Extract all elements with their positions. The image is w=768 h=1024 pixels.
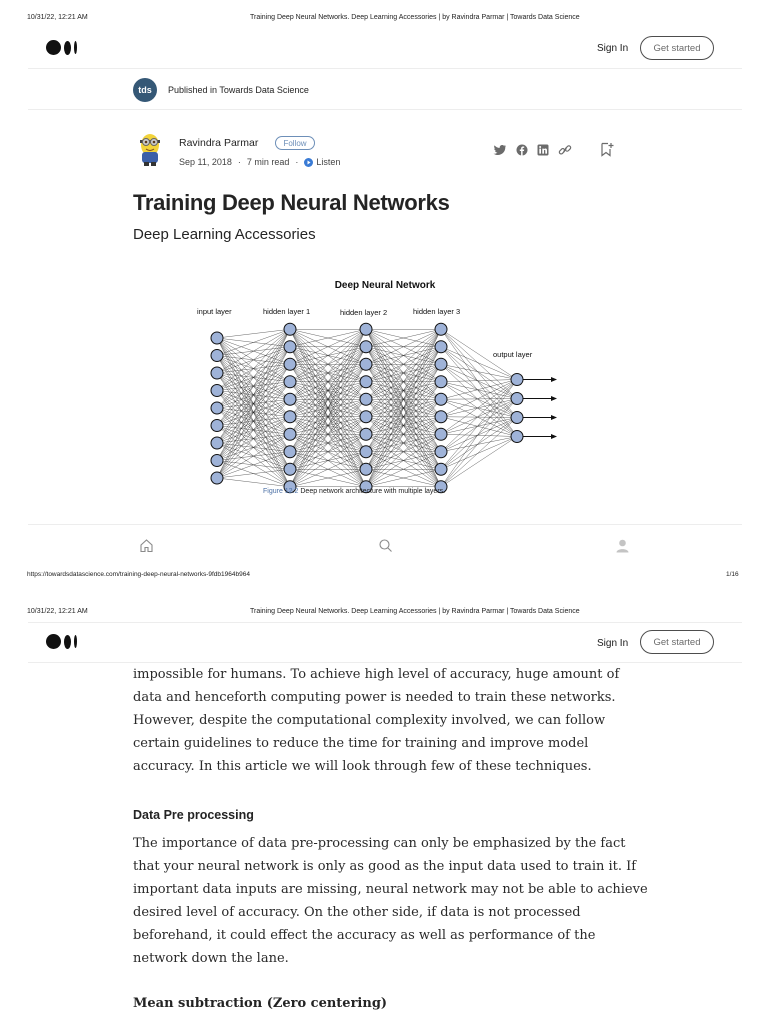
neuron-node [511,374,523,386]
bottom-nav-divider [28,524,742,525]
neuron-node [511,412,523,424]
neuron-node [211,472,223,484]
neuron-node [284,411,296,423]
neuron-node [211,402,223,414]
neural-network-figure [190,270,580,510]
meta-separator: · [295,157,299,167]
print-title: Training Deep Neural Networks. Deep Learning Accessories | by Ravindra Parmar | Towards Data Science [250,608,580,615]
facebook-icon[interactable] [516,144,528,156]
listen-label: Listen [316,157,341,167]
neuron-node [511,393,523,405]
paragraph-line: accuracy. In this article we will look through few of these techniques. [133,759,592,774]
paragraph-line: beforehand, it could effect the accuracy as well as performance of the [133,928,596,943]
subsection-heading: Mean subtraction (Zero centering) [133,996,388,1011]
connection [441,417,517,437]
neuron-node [360,341,372,353]
connection [441,399,517,417]
section-heading: Data Pre processing [133,808,254,822]
neuron-node [211,367,223,379]
print-page-number: 1/16 [726,571,739,578]
layer-label: hidden layer 3 [413,307,461,316]
connection [441,329,517,417]
connection [441,347,517,380]
connection [441,399,517,436]
neuron-node [284,358,296,370]
layer-label: hidden layer 1 [263,307,311,316]
connection [441,382,517,418]
paragraph-line: certain guidelines to reduce the time for training and improve model [133,736,589,751]
topbar-divider [28,68,742,69]
connection [441,437,517,470]
neuron-node [435,463,447,475]
author-avatar[interactable] [136,131,164,167]
share-icons [493,142,614,157]
neuron-node [435,376,447,388]
connection [441,399,517,435]
connection [441,329,517,436]
print-title: Training Deep Neural Networks. Deep Learning Accessories | by Ravindra Parmar | Towards Data Science [250,14,580,21]
sign-in-link[interactable]: Sign In [597,638,629,649]
layer-label: output layer [493,350,533,359]
bookmark-icon[interactable] [600,142,614,157]
connection [441,380,517,487]
paragraph-line: network down the lane. [133,951,289,966]
article-subtitle: Deep Learning Accessories [133,226,316,243]
neuron-node [360,323,372,335]
article-meta [179,157,340,167]
medium-logo[interactable] [46,40,77,55]
figure-title: Deep Neural Network [334,280,436,291]
neuron-node [284,393,296,405]
neuron-node [435,428,447,440]
connection [217,329,290,338]
connection [441,418,517,487]
intro-paragraph [133,663,653,778]
get-started-button[interactable]: Get started [640,630,714,654]
get-started-button[interactable]: Get started [640,36,714,60]
layer-label: input layer [197,307,232,316]
arrow-head [551,434,557,439]
connection [441,364,517,436]
neuron-node [360,428,372,440]
print-url: https://towardsdatascience.com/training-deep-neural-networks-9fdb1964b964 [27,571,250,578]
neuron-node [360,358,372,370]
layer-label: hidden layer 2 [340,308,388,317]
neuron-node [435,411,447,423]
connection [441,380,517,417]
follow-button[interactable]: Follow [275,136,315,150]
neuron-node [284,341,296,353]
print-datetime: 10/31/22, 12:21 AM [27,14,88,21]
author-name[interactable]: Ravindra Parmar [179,137,259,149]
figure-caption-label: Figure 12.2 [263,488,299,495]
connection [441,399,517,417]
neuron-node [435,323,447,335]
neuron-node [360,463,372,475]
neuron-node [435,341,447,353]
neuron-node [211,455,223,467]
publication-divider [28,109,742,110]
paragraph-line: data and henceforth computing power is needed to train these networks. [133,690,616,705]
neuron-node [284,376,296,388]
neuron-node [435,393,447,405]
neuron-node [211,332,223,344]
search-icon[interactable] [378,538,393,558]
topbar-top-divider [28,622,742,623]
neuron-node [211,420,223,432]
linkedin-icon[interactable] [537,144,549,156]
neuron-node [360,411,372,423]
paragraph-line: that your neural network is only as good as the input data used to train it. If [133,859,637,874]
paragraph-line: However, despite the computational complexity involved, we can follow [133,713,606,728]
neuron-node [211,385,223,397]
profile-icon[interactable] [615,538,630,558]
read-time: 7 min read [246,157,290,167]
paragraph-line: desired level of accuracy. On the other side, if data is not processed [133,905,581,920]
data-preprocessing-paragraph [133,832,653,970]
neuron-node [284,428,296,440]
arrow-head [551,415,557,420]
neuron-node [284,323,296,335]
paragraph-line: important data inputs are missing, neural network may not be able to achieve [133,882,648,897]
arrow-head [551,396,557,401]
publish-date: Sep 11, 2018 [179,157,232,167]
article-title: Training Deep Neural Networks [133,190,450,215]
neuron-node [284,463,296,475]
neuron-node [211,350,223,362]
publication-link[interactable]: Published in Towards Data Science [168,85,309,95]
connection [441,399,517,400]
medium-logo[interactable] [46,634,77,649]
connection [217,469,290,478]
home-icon[interactable] [139,538,154,558]
neuron-node [360,376,372,388]
listen-button[interactable] [304,157,340,167]
meta-separator: · [237,157,241,167]
paragraph-line: impossible for humans. To achieve high level of accuracy, huge amount of [133,667,620,682]
figure-caption [263,488,445,495]
connection [441,417,517,418]
neuron-node [435,446,447,458]
link-icon[interactable] [558,144,572,156]
connection [441,380,517,400]
figure-caption-text: Deep network architecture with multiple layers. [300,488,446,495]
connection [441,399,517,487]
play-icon [304,158,313,167]
neuron-node [360,446,372,458]
paragraph-line: The importance of data pre-processing can only be emphasized by the fact [133,836,626,851]
connection [441,380,517,470]
sign-in-link[interactable]: Sign In [597,43,629,54]
neuron-node [435,358,447,370]
neuron-node [360,393,372,405]
neuron-node [284,446,296,458]
neuron-node [511,431,523,443]
network-diagram [190,270,580,510]
connection [217,478,290,487]
publication-logo[interactable]: tds [133,78,157,102]
neuron-node [211,437,223,449]
connection [441,380,517,452]
connection [441,329,517,398]
print-datetime: 10/31/22, 12:21 AM [27,608,88,615]
arrow-head [551,377,557,382]
twitter-icon[interactable] [493,144,507,156]
connection [441,347,517,437]
